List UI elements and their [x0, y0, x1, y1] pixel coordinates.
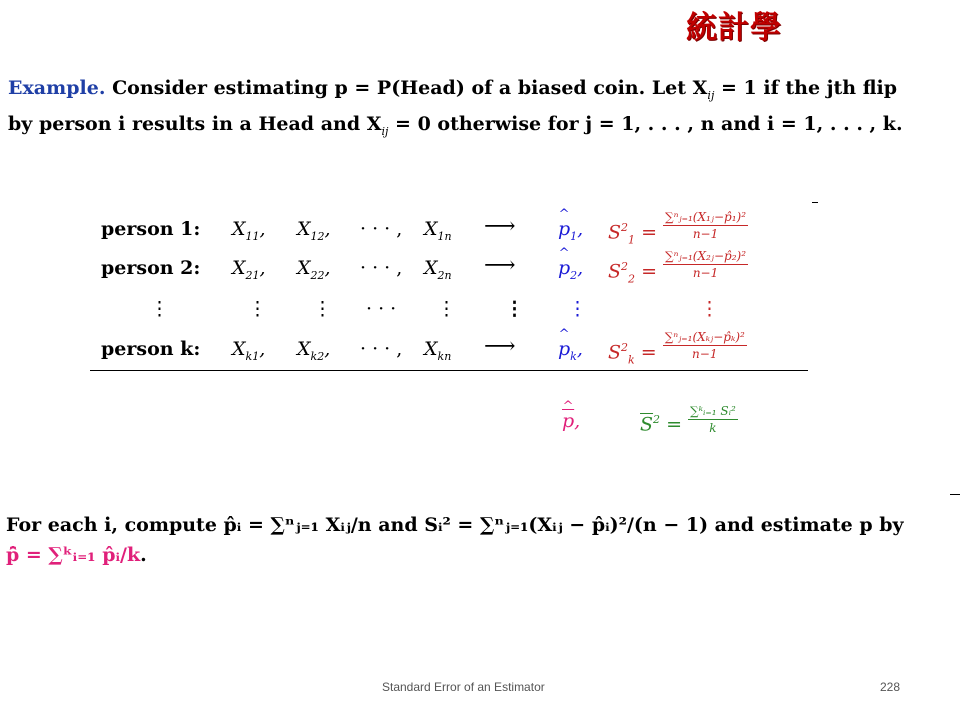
p-hat: ^ $p_2$, — [558, 257, 583, 282]
page-number: 228 — [880, 680, 901, 694]
sample-x1: $X_{11}$, — [232, 218, 266, 243]
variance-estimate: $S^2_k$ = $\frac{\text{∑ⁿⱼ₌₁(Xₖⱼ−p̂ₖ)²}}{n-1}$ — [608, 330, 745, 367]
summary-estimator: p̄̂ = ∑ᵏᵢ₌₁ p̂ᵢ/k — [6, 544, 141, 566]
sample-x2: $X_{22}$, — [297, 257, 331, 282]
arrow-icon: ⟶ — [484, 253, 516, 278]
ellipsis: · · · , — [360, 218, 403, 240]
vdots: ⋮ — [248, 298, 267, 320]
summary-period: . — [140, 544, 147, 566]
vdots: ⋮ — [505, 298, 524, 320]
person-label: person 2: — [101, 257, 201, 279]
vdots: ⋮ — [568, 298, 587, 320]
vdots: ⋮ — [700, 298, 719, 320]
summary-line1: For each i, compute p̂ᵢ = ∑ⁿⱼ₌₁ Xᵢⱼ/n and Sᵢ² = ∑ⁿⱼ₌₁(Xᵢⱼ − p̂ᵢ)²/(n − 1) and estimate p by — [6, 514, 904, 536]
sample-xn: $X_{2n}$ — [424, 257, 452, 282]
sample-xn: $X_{1n}$ — [424, 218, 452, 243]
right-tick-mark — [950, 494, 960, 495]
variance-estimate: $S^2_2$ = $\frac{\text{∑ⁿⱼ₌₁(X₂ⱼ−p̂₂)²}}{n-1}$ — [608, 249, 747, 286]
ellipsis: · · · , — [360, 257, 403, 279]
ellipsis: · · · , — [360, 338, 403, 360]
sample-x2: $X_{12}$, — [297, 218, 331, 243]
right-tick-mark — [812, 202, 818, 203]
summary-paragraph — [6, 510, 904, 570]
divider-line — [90, 370, 808, 371]
vdots: ⋮ — [437, 298, 456, 320]
arrow-icon: ⟶ — [484, 214, 516, 239]
vdots: ⋮ — [150, 298, 169, 320]
sample-x1: $X_{k1}$, — [232, 338, 266, 363]
person-label: person k: — [101, 338, 201, 360]
cdots: · · · — [366, 298, 397, 320]
example-paragraph: Example. Consider estimating p = P(Head) of a biased coin. Let $X_{ij} = 1$ if the jth flip by person i results in a Head and $X_{ij} = 0$ otherwise for j = 1, . . . , n and i = 1, . . . , k. — [8, 77, 903, 138]
sample-xn: $X_{kn}$ — [424, 338, 452, 363]
person-label: person 1: — [101, 218, 201, 240]
vdots: ⋮ — [313, 298, 332, 320]
intro-line2: by person i results in a Head and X — [8, 112, 382, 135]
sample-x2: $X_{k2}$, — [297, 338, 331, 363]
sample-x1: $X_{21}$, — [232, 257, 266, 282]
slide-title: 統計學 — [686, 10, 782, 46]
arrow-icon: ⟶ — [484, 334, 516, 359]
p-hat: ^ $p_k$, — [558, 338, 583, 363]
footer-caption: Standard Error of an Estimator — [382, 680, 545, 694]
p-bar-hat: ^ $\overline{p}$, — [562, 410, 580, 432]
variance-estimate: $S^2_1$ = $\frac{\text{∑ⁿⱼ₌₁(X₁ⱼ−p̂₁)²}}{n-1}$ — [608, 210, 747, 247]
p-hat: ^ $p_1$, — [558, 218, 583, 243]
intro-line1b: = 1 if the jth flip — [720, 77, 898, 99]
intro-line2b: = 0 otherwise for j = 1, . . . , n and i = 1, . . . , k. — [395, 112, 903, 135]
pooled-variance: $\overline{S}^2$ = $\frac{\text{∑ᵏᵢ₌₁ Sᵢ²}}{k}$ — [640, 404, 736, 436]
example-label: Example. — [8, 77, 106, 99]
intro-line1: Consider estimating p = P(Head) of a biased coin. Let X — [112, 77, 708, 99]
